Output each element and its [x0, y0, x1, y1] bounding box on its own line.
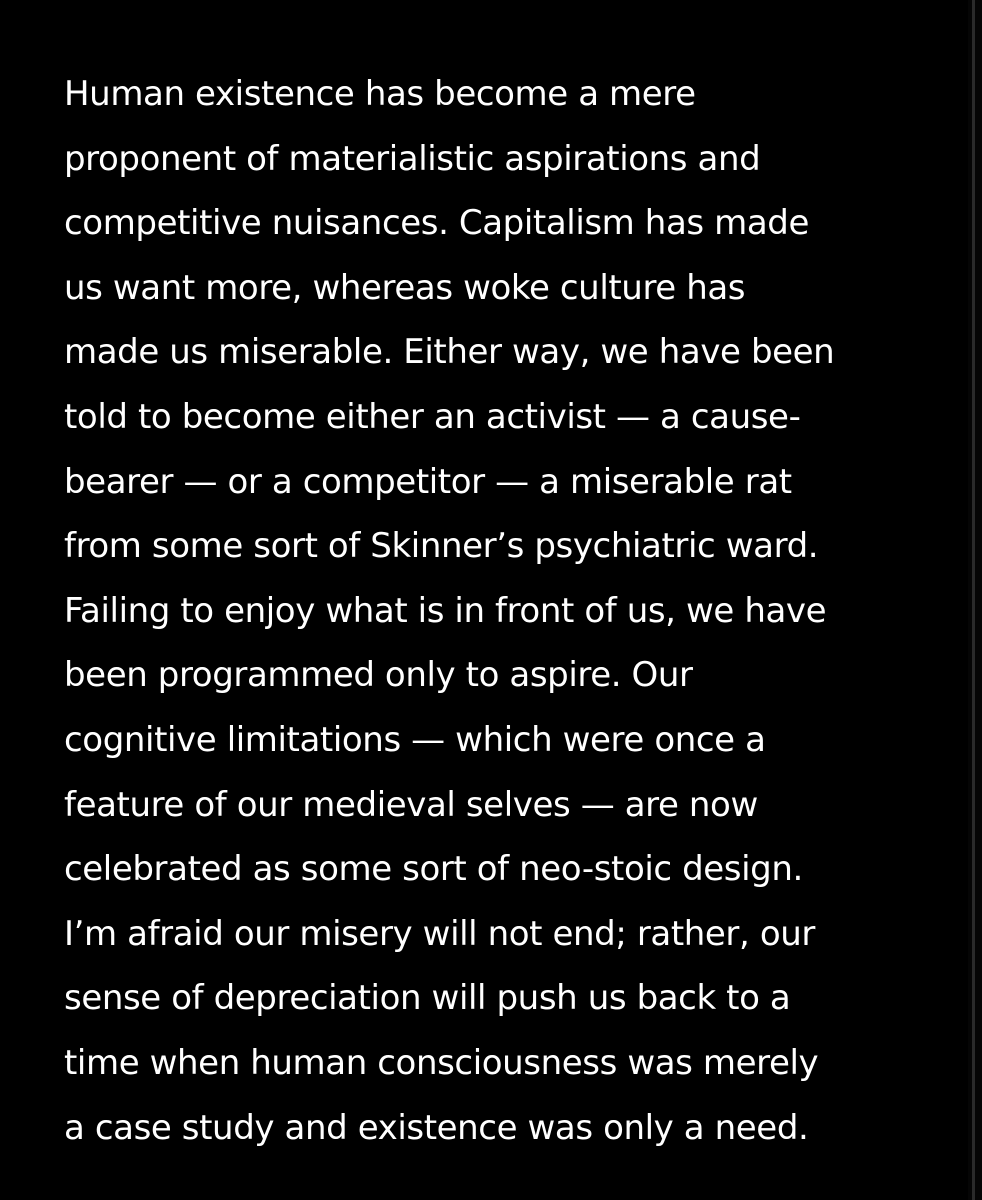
- note-line: us want more, whereas woke culture has: [64, 267, 746, 308]
- note-line: cognitive limitations — which were once a: [64, 719, 766, 760]
- note-line: been programmed only to aspire. Our: [64, 655, 693, 696]
- note-line: bearer — or a competitor — a miserable rat: [64, 461, 792, 502]
- note-line: time when human consciousness was merely: [64, 1042, 819, 1083]
- note-line: from some sort of Skinner’s psychiatric ward.: [64, 526, 819, 567]
- note-line: proponent of materialistic aspirations and: [64, 138, 761, 179]
- note-line: Human existence has become a mere: [64, 74, 696, 114]
- note-line: made us miserable. Either way, we have been: [64, 332, 835, 373]
- note-line: told to become either an activist — a cause-: [64, 396, 801, 437]
- note-line: I’m afraid our misery will not end; rather, our: [64, 913, 815, 954]
- scrollbar-edge: [972, 0, 975, 1200]
- scrollbar-track[interactable]: [968, 0, 982, 1200]
- note-line: a case study and existence was only a need.: [64, 1107, 809, 1148]
- note-line: celebrated as some sort of neo-stoic design.: [64, 849, 803, 890]
- note-line: sense of depreciation will push us back to a: [64, 978, 791, 1019]
- note-text-body[interactable]: [64, 62, 944, 1160]
- note-line: competitive nuisances. Capitalism has made: [64, 203, 809, 244]
- note-line: Failing to enjoy what is in front of us, we have: [64, 590, 827, 631]
- note-line: feature of our medieval selves — are now: [64, 784, 758, 825]
